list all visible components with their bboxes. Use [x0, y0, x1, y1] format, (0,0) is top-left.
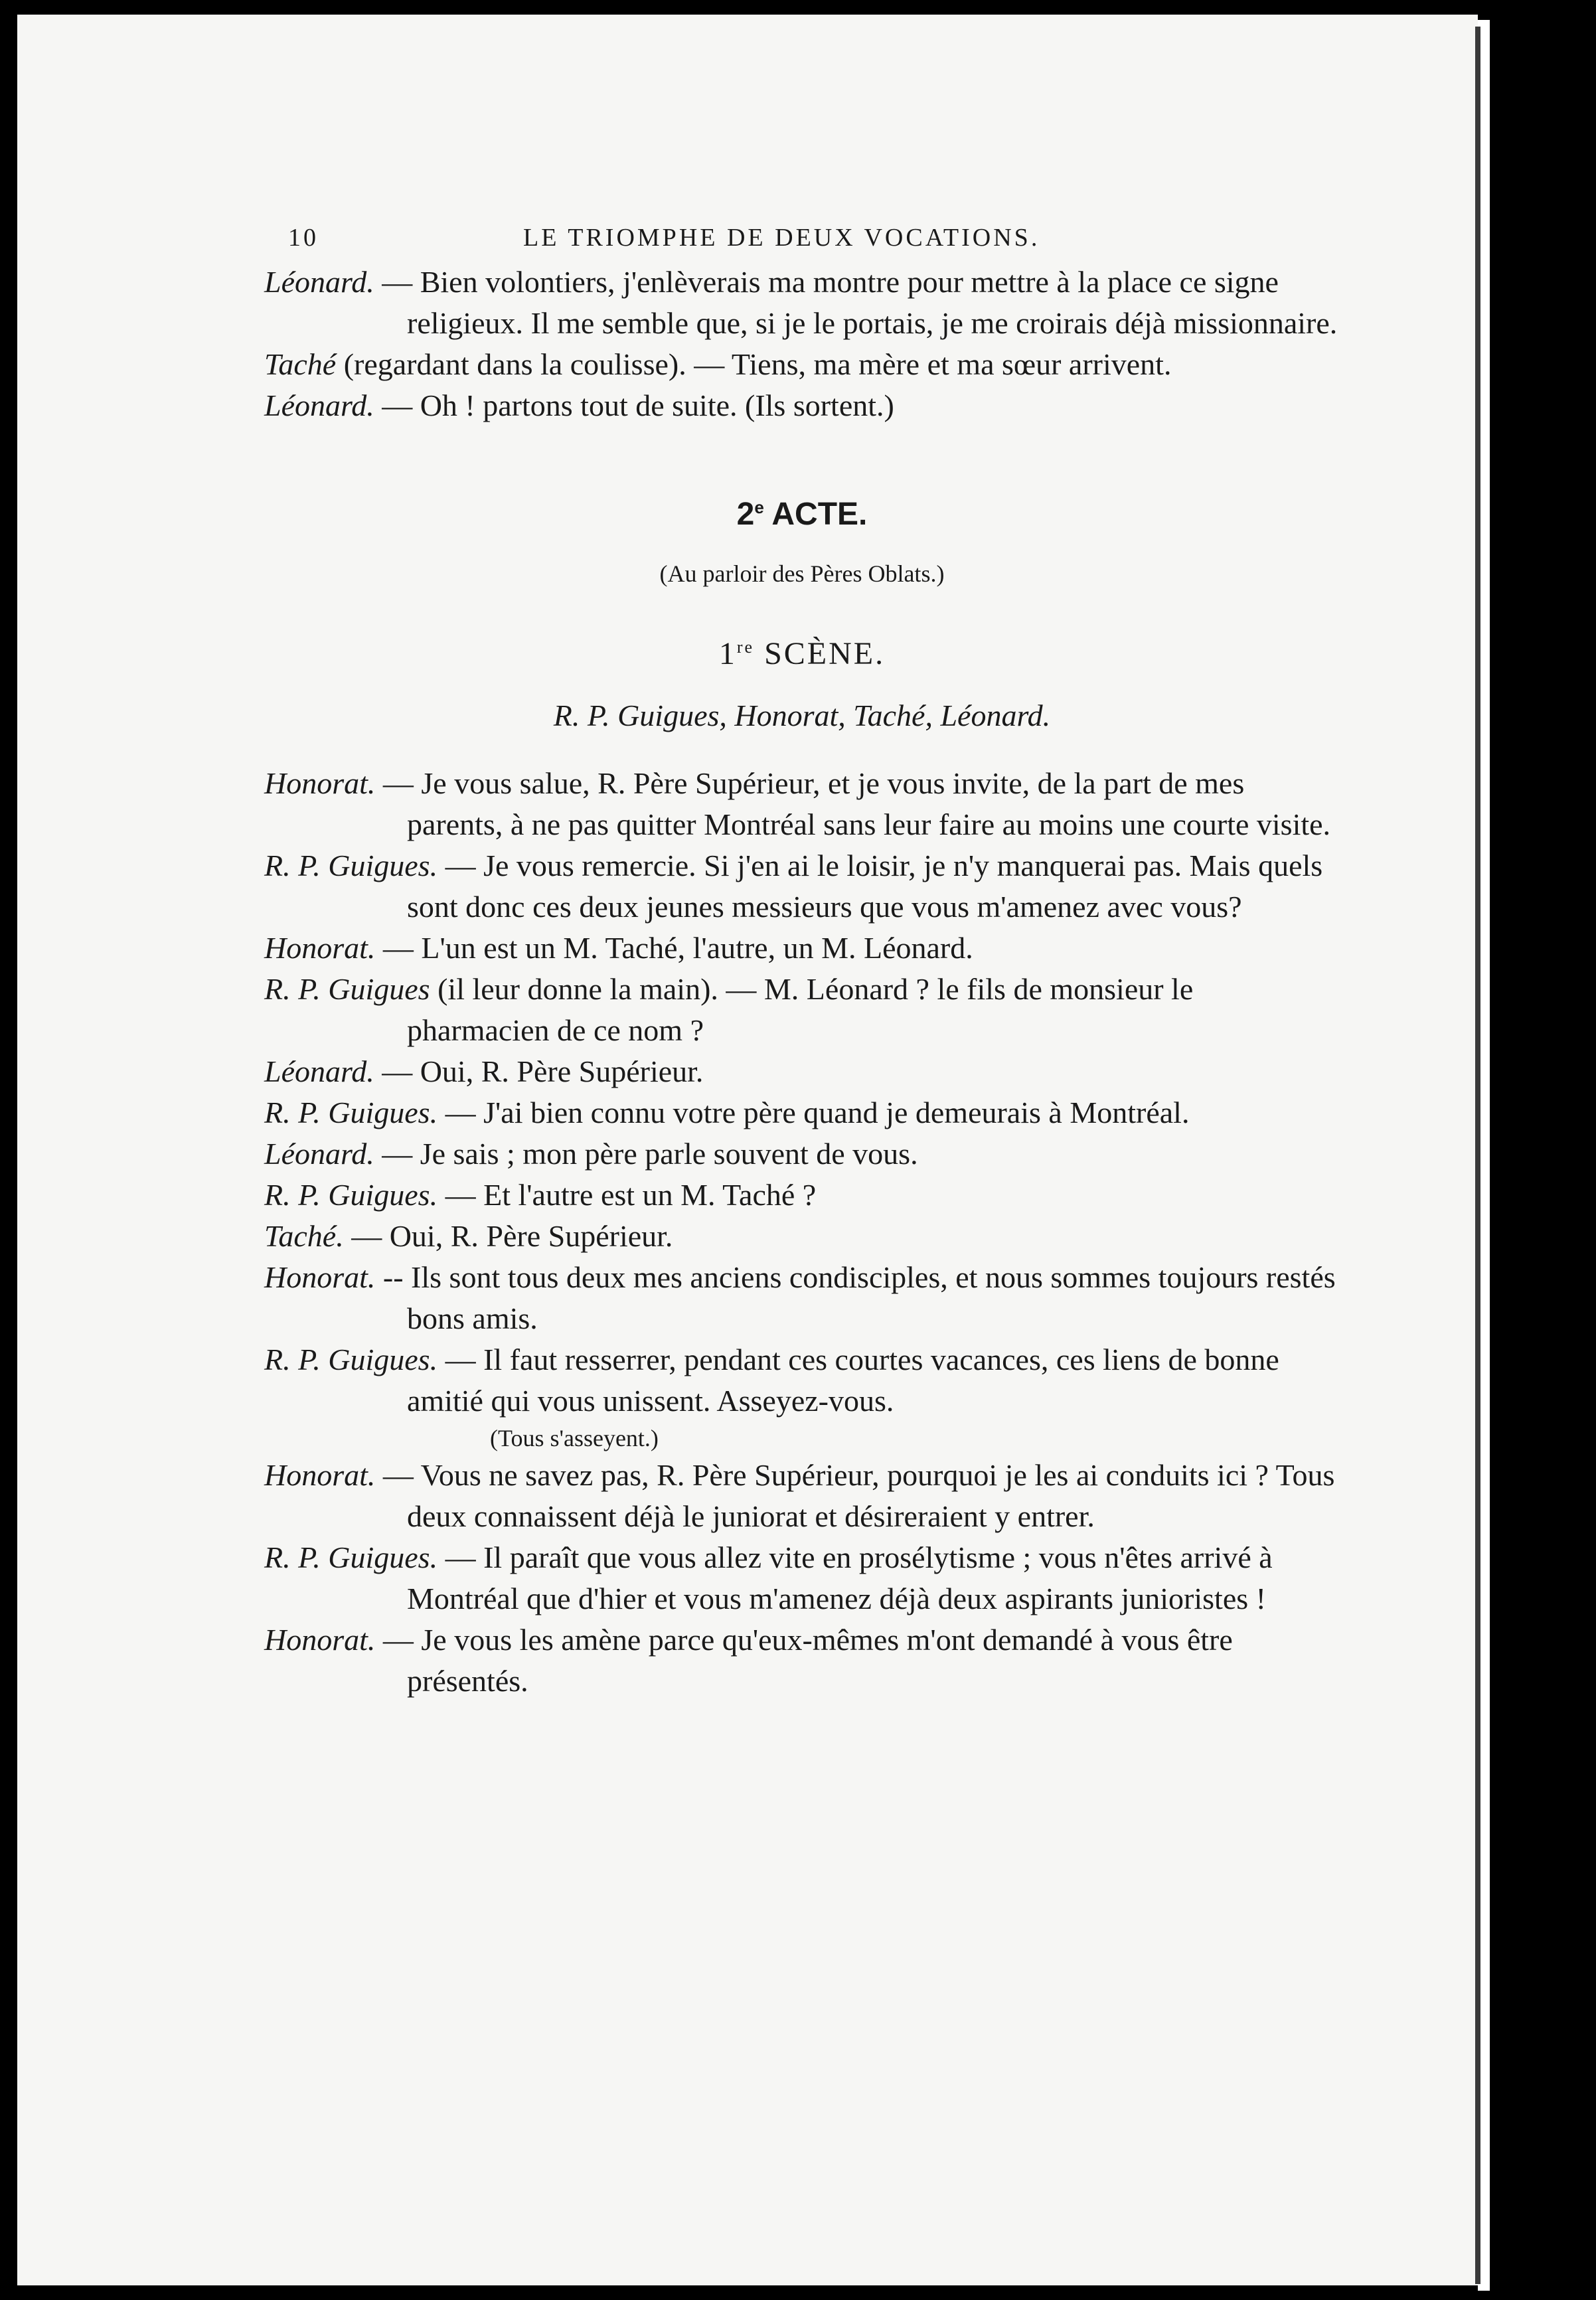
act-heading: [264, 486, 1340, 536]
speech-text: — Oh ! partons tout de suite. (Ils sortent.): [382, 388, 894, 422]
speech-text: — Et l'autre est un M. Taché ?: [445, 1178, 817, 1212]
speech-line: [264, 385, 1340, 426]
speech-text: — L'un est un M. Taché, l'autre, un M. Léonard.: [382, 931, 973, 965]
speaker-name: R. P. Guigues.: [264, 849, 438, 882]
speech-line: [264, 262, 1340, 344]
speaker-name: Honorat.: [264, 766, 376, 800]
speech-line: [264, 1537, 1340, 1619]
speech-line: [264, 1051, 1340, 1092]
page-number: 10: [288, 224, 319, 252]
speaker-name: Honorat.: [264, 931, 376, 965]
page-edge: [1475, 27, 1480, 2284]
speaker-name: R. P. Guigues.: [264, 1178, 438, 1212]
speech-text: — Oui, R. Père Supérieur.: [382, 1054, 704, 1088]
speech-line: [264, 1133, 1340, 1175]
speech-line: [264, 1619, 1340, 1702]
speech-text: — Oui, R. Père Supérieur.: [351, 1219, 673, 1253]
speech-text: — Il faut resserrer, pendant ces courtes vacances, ces liens de bonne amitié qui vous unissent. Asseyez-vous.: [407, 1343, 1279, 1418]
speaker-name: R. P. Guigues.: [264, 1540, 438, 1574]
speaker-name: Honorat.: [264, 1260, 376, 1294]
speaker-name: Léonard.: [264, 1137, 374, 1171]
scene-heading: [264, 626, 1340, 675]
speaker-name: Taché.: [264, 1219, 344, 1253]
speech-text: — Il paraît que vous allez vite en prosélytisme ; vous n'êtes arrivé à Montréal que d'hier et vous m'amenez déjà deux aspirants junioristes !: [407, 1540, 1273, 1615]
page-header: [264, 212, 1340, 262]
speaker-name: Honorat.: [264, 1458, 376, 1492]
speaker-name: Léonard.: [264, 1054, 374, 1088]
speech-text: (regardant dans la coulisse). — Tiens, ma mère et ma sœur arrivent.: [343, 347, 1172, 381]
speech-text: — Bien volontiers, j'enlèverais ma montre pour mettre à la place ce signe religieux. Il me semble que, si je le portais, je me croirais déjà missionnaire.: [382, 265, 1338, 340]
speech-line: [264, 928, 1340, 969]
speech-line: [264, 1257, 1340, 1339]
speech-line: [264, 1339, 1340, 1422]
speaker-name: R. P. Guigues.: [264, 1096, 438, 1129]
speech-line: [264, 344, 1340, 385]
speaker-name: R. P. Guigues.: [264, 1343, 438, 1376]
speech-text: — Je sais ; mon père parle souvent de vous.: [382, 1137, 918, 1171]
act-setting: (Au parloir des Pères Oblats.): [659, 560, 945, 587]
act-suffix: e: [754, 497, 764, 517]
scene-suffix: re: [736, 637, 755, 657]
act-label: ACTE.: [771, 497, 868, 532]
page-content: [264, 212, 1340, 1702]
speech-line: [264, 1175, 1340, 1216]
speech-line: [264, 1216, 1340, 1257]
scene-label: SCÈNE.: [764, 636, 886, 671]
speaker-name: Taché: [264, 347, 337, 381]
speech-text: — Je vous salue, R. Père Supérieur, et je vous invite, de la part de mes parents, à ne pas quitter Montréal sans leur faire au moins une courte visite.: [382, 766, 1331, 841]
speaker-name: Honorat.: [264, 1623, 376, 1657]
speech-line: [264, 763, 1340, 845]
speaker-name: Léonard.: [264, 388, 374, 422]
speech-line: [264, 845, 1340, 928]
scene-dialogue: [264, 763, 1340, 1702]
speech-line: [264, 1092, 1340, 1133]
scene-number: 1: [718, 636, 737, 671]
act-number: 2: [736, 497, 755, 532]
prelude-dialogue: [264, 262, 1340, 426]
speaker-name: R. P. Guigues: [264, 972, 430, 1006]
stage-direction: (Tous s'asseyent.): [490, 1425, 659, 1451]
speech-text: -- Ils sont tous deux mes anciens condisciples, et nous sommes toujours restés bons amis.: [382, 1260, 1336, 1335]
speech-line: [264, 1455, 1340, 1537]
speech-line: [264, 969, 1340, 1051]
speech-text: (il leur donne la main). — M. Léonard ? le fils de monsieur le pharmacien de ce nom ?: [407, 972, 1194, 1047]
speech-text: — Vous ne savez pas, R. Père Supérieur, pourquoi je les ai conduits ici ? Tous deux connaissent déjà le juniorat et désireraient y entrer.: [382, 1458, 1335, 1533]
running-title: LE TRIOMPHE DE DEUX VOCATIONS.: [523, 224, 1040, 252]
speech-text: — Je vous remercie. Si j'en ai le loisir, je n'y manquerai pas. Mais quels sont donc ces deux jeunes messieurs que vous m'amenez avec vous?: [407, 849, 1323, 924]
scene-characters: R. P. Guigues, Honorat, Taché, Léonard.: [553, 698, 1051, 732]
speaker-name: Léonard.: [264, 265, 374, 299]
speech-text: — J'ai bien connu votre père quand je demeurais à Montréal.: [445, 1096, 1190, 1129]
speech-text: — Je vous les amène parce qu'eux-mêmes m'ont demandé à vous être présentés.: [382, 1623, 1233, 1698]
